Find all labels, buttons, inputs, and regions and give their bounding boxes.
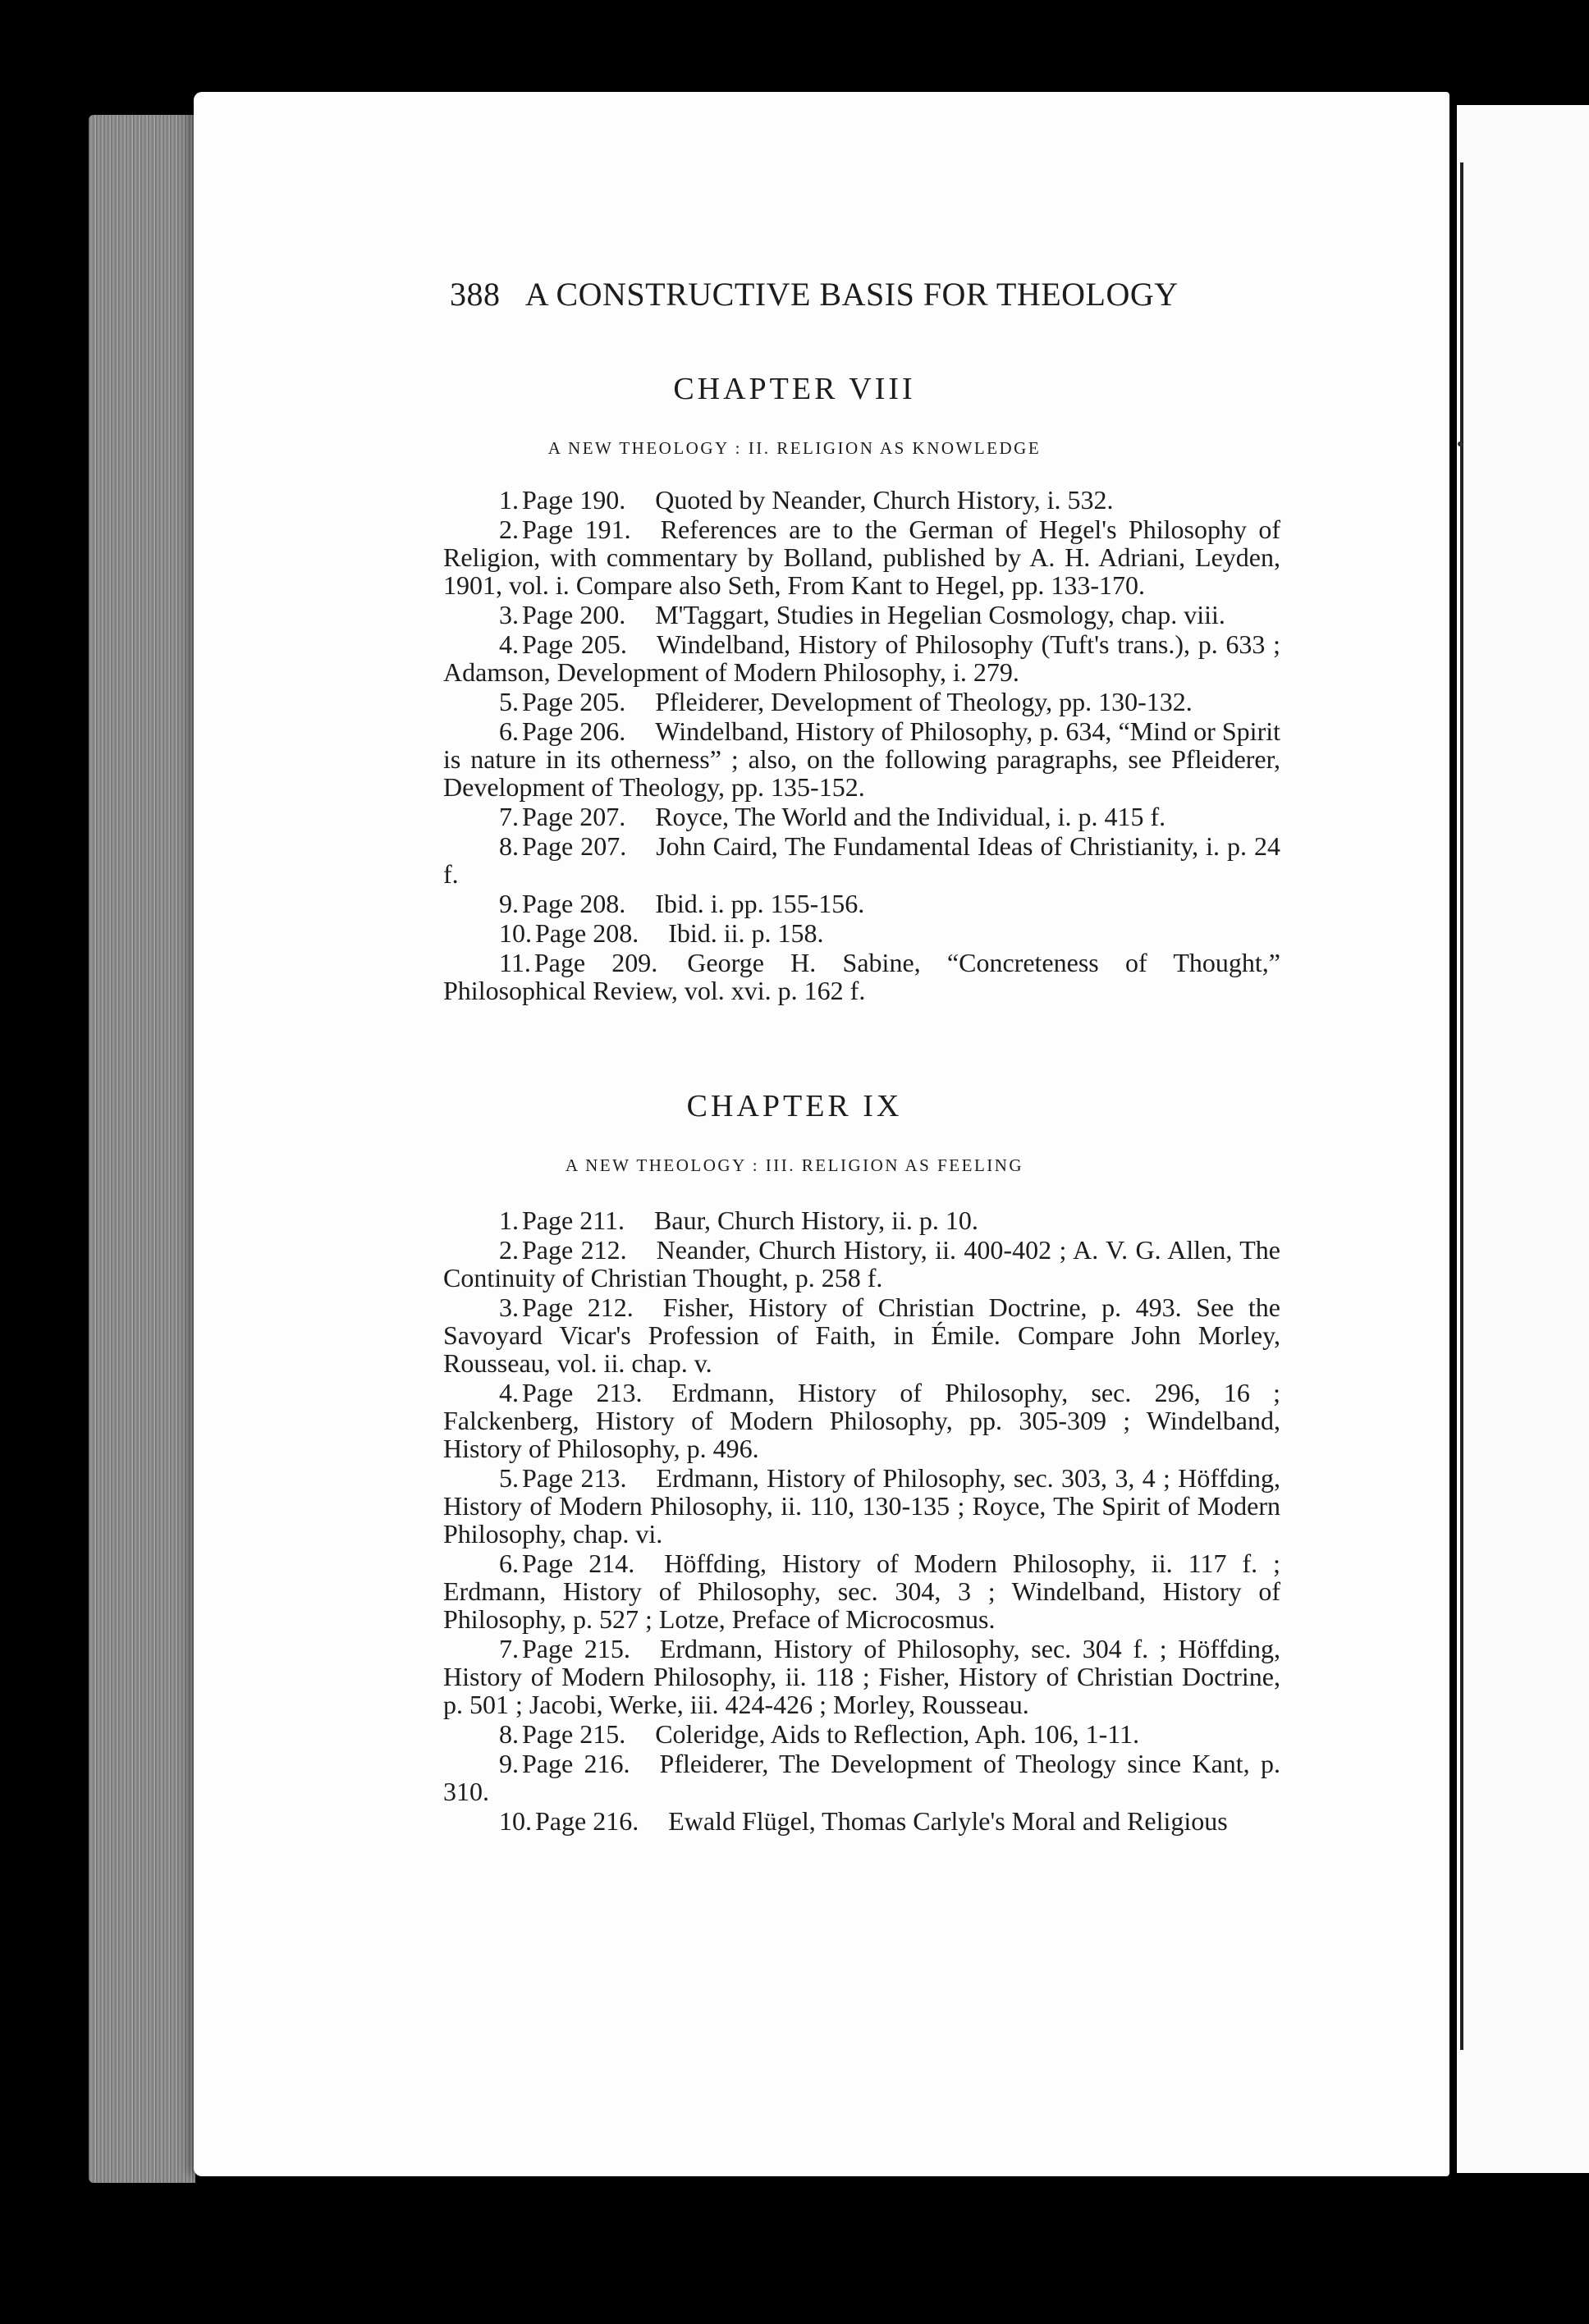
note-number: 3.: [499, 600, 519, 629]
note-page-ref: Page 211.: [522, 1205, 625, 1235]
note-page-ref: Page 207.: [522, 831, 627, 861]
note-text: Neander, Church History, ii. 400-402 ; A. V. G. Allen, The Continuity of Christian Thought, p. 258 f.: [443, 1235, 1281, 1292]
note-page-ref: Page 212.: [522, 1292, 634, 1322]
note-item: [443, 1293, 1280, 1377]
note-number: 11.: [499, 948, 531, 977]
note-text: Pfleiderer, The Development of Theology since Kant, p. 310.: [443, 1749, 1281, 1806]
note-number: 10.: [499, 918, 532, 948]
note-page-ref: Page 207.: [522, 802, 626, 831]
note-number: 7.: [499, 1634, 519, 1663]
note-item: [443, 601, 1280, 629]
note-number: 6.: [499, 716, 519, 746]
note-page-ref: Page 216.: [535, 1806, 639, 1836]
note-page-ref: Page 215.: [522, 1719, 626, 1749]
note-number: 2.: [499, 1235, 519, 1265]
note-page-ref: Page 209.: [533, 948, 658, 977]
note-text: Fisher, History of Christian Doctrine, p. 493. See the Savoyard Vicar's Profession of Faith, in Émile. Compare John Morley, Rousseau, vol. ii. chap. v.: [443, 1292, 1281, 1378]
note-text: Windelband, History of Philosophy, p. 634, “Mind or Spirit is nature in its otherness” ; also, on the following paragraphs, see Pfleiderer, Development of Theology, pp. 135-152.: [443, 716, 1281, 802]
note-page-ref: Page 214.: [522, 1549, 635, 1578]
chapter-subtitle: A NEW THEOLOGY : II. RELIGION AS KNOWLEDGE: [547, 438, 1042, 458]
note-item: [443, 1635, 1280, 1718]
note-item: [443, 949, 1280, 1004]
note-text: Höffding, History of Modern Philosophy, ii. 117 f. ; Erdmann, History of Philosophy, sec. 304, 3 ; Windelband, History of Philosophy, p. 527 ; Lotze, Preface of Microcosmus.: [443, 1549, 1280, 1634]
note-item: [443, 515, 1280, 599]
note-text: Royce, The World and the Individual, i. p. 415 f.: [655, 802, 1166, 831]
notes-list: [443, 1206, 1280, 1837]
note-item: [443, 832, 1280, 888]
note-page-ref: Page 206.: [522, 716, 626, 746]
note-number: 4.: [499, 629, 519, 659]
note-text: Ibid. i. pp. 155-156.: [655, 889, 865, 918]
note-number: 6.: [499, 1549, 519, 1578]
note-number: 3.: [499, 1292, 519, 1322]
note-page-ref: Page 212.: [522, 1235, 627, 1265]
note-text: Ewald Flügel, Thomas Carlyle's Moral and Religious: [668, 1806, 1228, 1836]
note-page-ref: Page 208.: [535, 918, 639, 948]
note-number: 7.: [499, 802, 519, 831]
note-number: 2.: [499, 515, 519, 544]
note-number: 1.: [499, 485, 519, 515]
note-text: Coleridge, Aids to Reflection, Aph. 106, 1-11.: [655, 1719, 1140, 1749]
note-number: 5.: [499, 1463, 519, 1493]
note-item: [443, 890, 1280, 917]
note-number: 5.: [499, 687, 519, 716]
note-number: 8.: [499, 831, 519, 861]
note-item: [443, 717, 1280, 801]
note-item: [443, 1206, 1280, 1234]
note-text: Erdmann, History of Philosophy, sec. 296, 16 ; Falckenberg, History of Modern Philosophy, pp. 305-309 ; Windelband, History of Philosophy, p. 496.: [443, 1378, 1281, 1463]
note-number: 9.: [499, 1749, 519, 1778]
note-number: 1.: [499, 1205, 519, 1235]
chapter-subtitle: A NEW THEOLOGY : III. RELIGION AS FEELING: [565, 1155, 1024, 1175]
note-item: [443, 1750, 1280, 1805]
note-page-ref: Page 200.: [522, 600, 626, 629]
note-text: Pfleiderer, Development of Theology, pp. 130-132.: [655, 687, 1193, 716]
note-text: John Caird, The Fundamental Ideas of Christianity, i. p. 24 f.: [443, 831, 1281, 889]
notes-list: [443, 486, 1280, 1006]
note-page-ref: Page 215.: [522, 1634, 630, 1663]
note-text: Erdmann, History of Philosophy, sec. 304 f. ; Höffding, History of Modern Philosophy, ii. 118 ; Fisher, History of Christian Doctrine, p. 501 ; Jacobi, Werke, iii. 424-426 ; Morley, Rousseau.: [443, 1634, 1281, 1719]
chapter-title: CHAPTER VIII: [673, 372, 916, 406]
note-text: Baur, Church History, ii. p. 10.: [654, 1205, 978, 1235]
note-number: 4.: [499, 1378, 519, 1407]
book-page-edges: [89, 115, 195, 2183]
note-item: [443, 630, 1280, 686]
note-text: Erdmann, History of Philosophy, sec. 303, 3, 4 ; Höffding, History of Modern Philosophy, ii. 110, 130-135 ; Royce, The Spirit of Modern Philosophy, chap. vi.: [443, 1463, 1281, 1549]
note-page-ref: Page 205.: [522, 687, 626, 716]
note-page-ref: Page 213.: [522, 1463, 627, 1493]
note-page-ref: Page 190.: [522, 485, 626, 515]
note-number: 8.: [499, 1719, 519, 1749]
note-item: [443, 688, 1280, 716]
note-item: [443, 1464, 1280, 1548]
note-text: References are to the German of Hegel's Philosophy of Religion, with commentary by Bolland, published by A. H. Adriani, Leyden, 1901, vol. i. Compare also Seth, From Kant to Hegel, pp. 133-170.: [443, 515, 1281, 600]
note-text: Ibid. ii. p. 158.: [668, 918, 824, 948]
note-text: Quoted by Neander, Church History, i. 532.: [655, 485, 1114, 515]
page-number: 388: [450, 276, 501, 313]
note-item: [443, 1720, 1280, 1748]
note-number: 10.: [499, 1806, 532, 1836]
note-text: M'Taggart, Studies in Hegelian Cosmology, chap. viii.: [655, 600, 1225, 629]
note-item: [443, 1379, 1280, 1462]
facing-page-edge: [1457, 105, 1589, 2173]
note-page-ref: Page 208.: [522, 889, 626, 918]
note-page-ref: Page 191.: [522, 515, 631, 544]
note-page-ref: Page 213.: [522, 1378, 643, 1407]
note-item: [443, 919, 1280, 947]
running-head: [450, 275, 1271, 313]
note-text: Windelband, History of Philosophy (Tuft's trans.), p. 633 ; Adamson, Development of Modern Philosophy, i. 279.: [443, 629, 1281, 687]
note-text: George H. Sabine, “Concreteness of Thought,” Philosophical Review, vol. xvi. p. 162 f.: [443, 948, 1281, 1005]
note-item: [443, 803, 1280, 830]
note-page-ref: Page 205.: [522, 629, 627, 659]
note-item: [443, 1236, 1280, 1292]
note-item: [443, 486, 1280, 514]
note-item: [443, 1549, 1280, 1633]
note-page-ref: Page 216.: [522, 1749, 630, 1778]
running-title: A CONSTRUCTIVE BASIS FOR THEOLOGY: [524, 276, 1179, 313]
chapter-title: CHAPTER IX: [686, 1089, 903, 1123]
note-number: 9.: [499, 889, 519, 918]
note-item: [443, 1807, 1280, 1835]
